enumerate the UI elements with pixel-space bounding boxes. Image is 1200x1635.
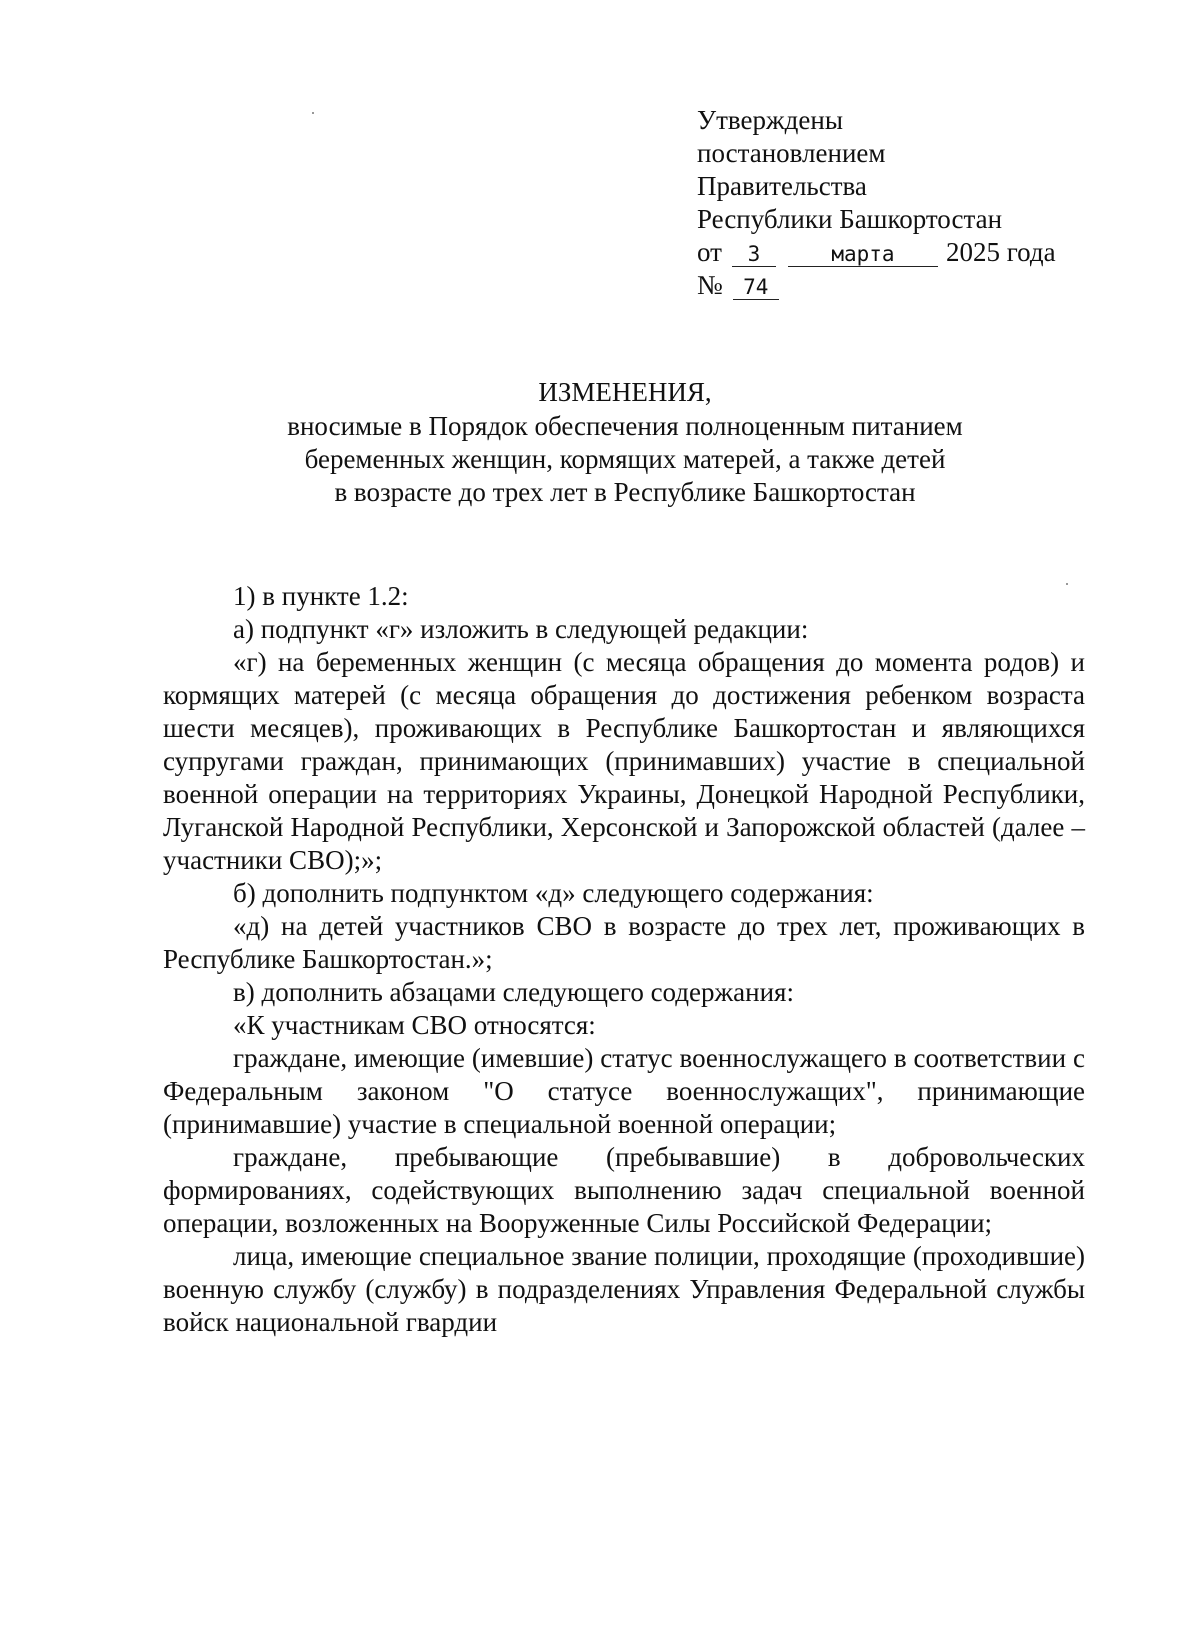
approval-line: Правительства (697, 171, 867, 201)
document-title (160, 376, 1090, 509)
scan-speck (312, 112, 314, 114)
title-heading: ИЗМЕНЕНИЯ, (538, 377, 712, 407)
approval-stamp (697, 104, 1097, 302)
approval-line: Утверждены (697, 105, 843, 135)
paragraph: лица, имеющие специальное звание полиции, проходящие (проходившие) военную службу (службу) в подразделениях Управления Федеральной службы войск национальной гвардии (163, 1241, 1085, 1337)
title-line: в возрасте до трех лет в Республике Башкортостан (334, 477, 916, 507)
date-from-label: от (697, 237, 722, 267)
paragraph: граждане, пребывающие (пребывавшие) в добровольческих формированиях, содействующих выполнению задач специальной военной операции, возложенных на Вооруженные Силы Российской Федерации; (163, 1142, 1085, 1238)
number-label: № (697, 270, 723, 300)
approval-line: постановлением (697, 138, 886, 168)
title-line: вносимые в Порядок обеспечения полноценным питанием (287, 411, 963, 441)
paragraph: б) дополнить подпунктом «д» следующего содержания: (233, 878, 874, 908)
paragraph: граждане, имеющие (имевшие) статус военнослужащего в соответствии с Федеральным законом "О статусе военнослужащих", принимающие (принимавшие) участие в специальной военной операции; (163, 1043, 1085, 1139)
date-day: 3 (732, 242, 776, 267)
approval-date (697, 236, 1097, 269)
paragraph: а) подпункт «г» изложить в следующей редакции: (233, 614, 809, 644)
paragraph: в) дополнить абзацами следующего содержания: (233, 977, 794, 1007)
paragraph: «д) на детей участников СВО в возрасте до трех лет, проживающих в Республике Башкортостан.»; (163, 911, 1085, 974)
approval-line: Республики Башкортостан (697, 204, 1003, 234)
scan-speck (1066, 583, 1068, 585)
date-year: 2025 года (945, 237, 1056, 267)
approval-number (697, 269, 1097, 302)
paragraph: «К участникам СВО относятся: (233, 1010, 596, 1040)
document-number: 74 (733, 275, 779, 300)
title-line: беременных женщин, кормящих матерей, а также детей (304, 444, 946, 474)
date-month: марта (788, 242, 938, 267)
document-body (163, 580, 1085, 1339)
paragraph: 1) в пункте 1.2: (233, 581, 409, 611)
paragraph: «г) на беременных женщин (с месяца обращения до момента родов) и кормящих матерей (с месяца обращения до достижения ребенком возраста шести месяцев), проживающих в Республике Башкортостан и являющихся супругами граждан, принимающих (принимавших) участие в специальной военной операции на территориях Украины, Донецкой Народной Республики, Луганской Народной Республики, Херсонской и Запорожской областей (далее – участники СВО);»; (163, 647, 1085, 875)
